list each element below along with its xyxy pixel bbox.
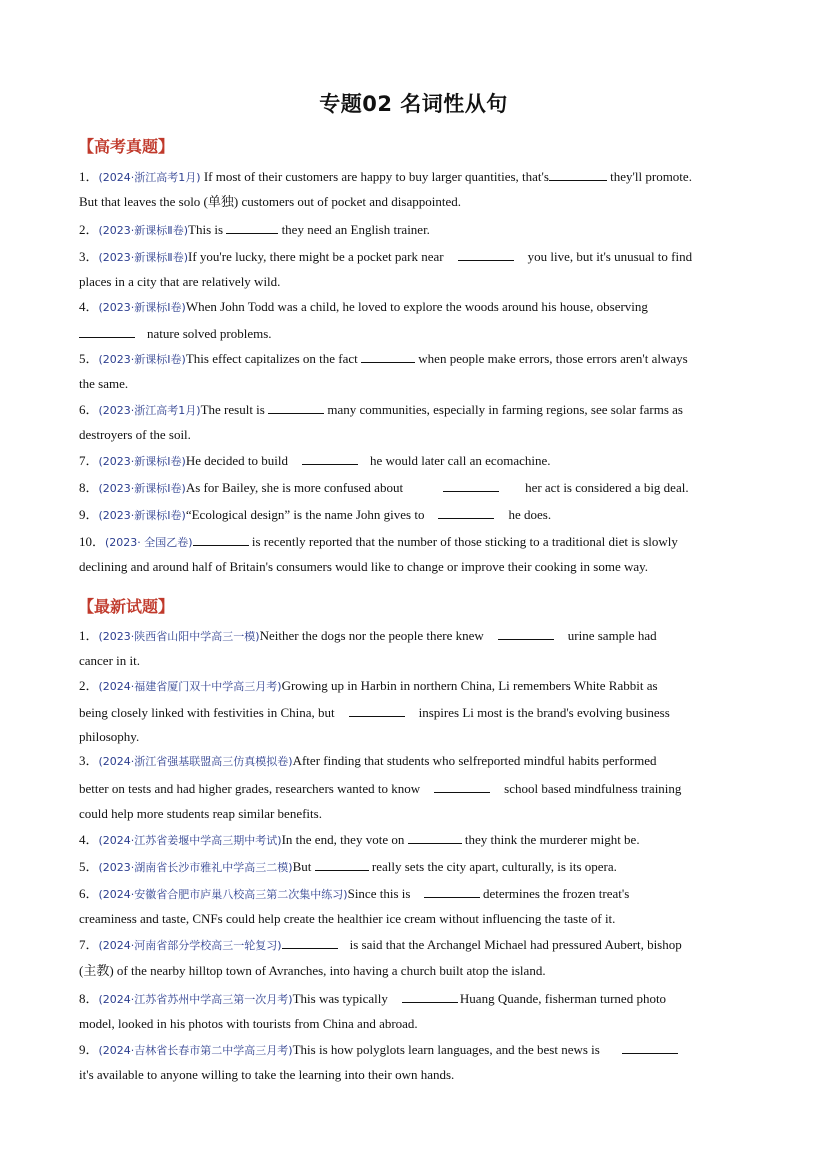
answer-blank[interactable] — [79, 325, 135, 338]
item-number: 8． — [79, 991, 99, 1006]
item-text: He decided to build — [185, 453, 289, 468]
item-text: is recently reported that the number of those sticking to a traditional diet is slowly — [248, 534, 678, 549]
item-source: (2023·新课标Ⅰ卷) — [98, 509, 186, 522]
item-number: 9． — [79, 507, 99, 522]
exam-item-4-cont — [79, 325, 749, 342]
item-text: “Ecological design” is the name John gives to — [185, 507, 425, 522]
item-source: (2023·新课标Ⅰ卷) — [98, 455, 186, 468]
item-source: (2024·江苏省姜堰中学高三期中考试) — [98, 834, 282, 847]
latest-item-7 — [79, 936, 749, 954]
item-number: 3． — [79, 249, 99, 264]
item-source: (2023·湖南省长沙市雅礼中学高三二模) — [98, 861, 293, 874]
latest-item-9 — [79, 1041, 749, 1059]
item-text: determines the frozen treat's — [479, 886, 630, 901]
item-text: The result is — [200, 402, 269, 417]
item-number: 3． — [79, 753, 99, 768]
latest-item-2-cont2: philosophy. — [79, 729, 140, 744]
item-text: they need an English trainer. — [278, 222, 430, 237]
item-text: Huang Quande, fisherman turned photo — [459, 991, 667, 1006]
latest-item-3-cont — [79, 780, 749, 797]
latest-item-8-cont: model, looked in his photos with tourists from China and abroad. — [79, 1016, 418, 1031]
item-source: (2024·河南省部分学校高三一轮复习) — [98, 939, 282, 952]
item-source: (2023·陕西省山阳中学高三一模) — [98, 630, 260, 643]
answer-blank[interactable] — [438, 506, 494, 519]
latest-item-1-cont: cancer in it. — [79, 653, 140, 668]
answer-blank[interactable] — [361, 350, 415, 363]
item-source: (2024·福建省厦门双十中学高三月考) — [98, 680, 282, 693]
item-text: But — [292, 859, 315, 874]
item-source: (2023·新课标Ⅰ卷) — [98, 482, 186, 495]
answer-blank[interactable] — [498, 627, 554, 640]
latest-item-7-cont: (主教) of the nearby hilltop town of Avranches, into having a church built atop the island. — [79, 963, 546, 978]
item-text: school based mindfulness training — [504, 781, 682, 796]
item-source: (2023·新课标Ⅱ卷) — [98, 224, 189, 237]
item-source: (2023· 全国乙卷) — [105, 536, 193, 549]
item-text: If most of their customers are happy to buy larger quantities, that's — [200, 169, 549, 184]
exam-item-10 — [79, 533, 749, 551]
page-title: 专题02 名词性从句 — [319, 92, 508, 116]
answer-blank[interactable] — [443, 479, 499, 492]
answer-blank[interactable] — [549, 168, 607, 181]
item-text: many communities, especially in farming regions, see solar farms as — [324, 402, 683, 417]
item-text: This effect capitalizes on the fact — [185, 351, 362, 366]
item-text: is said that the Archangel Michael had pressured Aubert, bishop — [349, 937, 682, 952]
item-source: (2023·新课标Ⅱ卷) — [98, 251, 189, 264]
exam-item-8 — [79, 479, 749, 497]
item-text: After finding that students who selfreported mindful habits performed — [292, 753, 657, 768]
item-text: urine sample had — [567, 628, 657, 643]
latest-item-2 — [79, 678, 749, 695]
item-number: 5． — [79, 351, 99, 366]
item-text: This is how polyglots learn languages, and the best news is — [292, 1042, 600, 1057]
item-text: Neither the dogs nor the people there knew — [259, 628, 484, 643]
exam-item-1 — [79, 168, 749, 186]
exam-item-10-cont: declining and around half of Britain's consumers would like to change or improve their cooking in some way. — [79, 559, 649, 574]
item-number: 2． — [79, 678, 99, 693]
item-number: 4． — [79, 299, 99, 314]
exam-item-9 — [79, 506, 749, 524]
item-text: As for Bailey, she is more confused about — [185, 480, 404, 495]
item-text: This is — [188, 222, 227, 237]
item-text: nature solved problems. — [147, 326, 272, 341]
item-number: 8． — [79, 480, 99, 495]
item-text: they think the murderer might be. — [461, 832, 640, 847]
latest-item-3 — [79, 753, 749, 770]
latest-item-6-cont: creaminess and taste, CNFs could help create the healthier ice cream without influencing the taste of it. — [79, 911, 616, 926]
exam-item-3-cont: places in a city that are relatively wild. — [79, 274, 281, 289]
answer-blank[interactable] — [193, 533, 249, 546]
answer-blank[interactable] — [424, 885, 480, 898]
exam-item-3 — [79, 248, 749, 266]
item-number: 6． — [79, 886, 99, 901]
item-text: If you're lucky, there might be a pocket park near — [188, 249, 444, 264]
answer-blank[interactable] — [315, 858, 369, 871]
item-text: In the end, they vote on — [281, 832, 408, 847]
item-text: This was typically — [292, 991, 388, 1006]
answer-blank[interactable] — [622, 1041, 678, 1054]
latest-item-2-cont — [79, 704, 749, 721]
exam-item-5-cont: the same. — [79, 376, 129, 391]
item-text: they'll promote. — [606, 169, 692, 184]
answer-blank[interactable] — [349, 704, 405, 717]
answer-blank[interactable] — [434, 780, 490, 793]
latest-item-4 — [79, 831, 749, 849]
exam-item-4 — [79, 299, 749, 316]
latest-item-9-cont: it's available to anyone willing to take the learning into their own hands. — [79, 1067, 455, 1082]
answer-blank[interactable] — [268, 401, 324, 414]
latest-item-6 — [79, 885, 749, 903]
answer-blank[interactable] — [226, 221, 278, 234]
latest-item-1 — [79, 627, 749, 645]
item-source: (2024·浙江高考1月) — [98, 171, 201, 184]
item-text: inspires Li most is the brand's evolving business — [418, 705, 670, 720]
item-source: (2023·新课标Ⅰ卷) — [98, 353, 186, 366]
item-text: Since this is — [347, 886, 414, 901]
item-number: 7． — [79, 453, 99, 468]
answer-blank[interactable] — [402, 990, 458, 1003]
item-source: (2024·浙江省强基联盟高三仿真模拟卷) — [98, 755, 293, 768]
item-text: you live, but it's unusual to find — [527, 249, 693, 264]
item-number: 2． — [79, 222, 99, 237]
item-text: her act is considered a big deal. — [525, 480, 689, 495]
answer-blank[interactable] — [458, 248, 514, 261]
item-number: 1． — [79, 169, 99, 184]
item-number: 6． — [79, 402, 99, 417]
item-source: (2024·吉林省长春市第二中学高三月考) — [98, 1044, 293, 1057]
answer-blank[interactable] — [282, 936, 338, 949]
section-heading-latest: 【最新试题】 — [78, 597, 175, 616]
item-text: he does. — [508, 507, 552, 522]
item-text: Growing up in Harbin in northern China, Li remembers White Rabbit as — [281, 678, 658, 693]
exam-item-1-cont: But that leaves the solo (单独) customers out of pocket and disappointed. — [79, 194, 461, 209]
exam-item-5 — [79, 350, 749, 368]
exam-item-6 — [79, 401, 749, 419]
item-number: 10． — [79, 534, 106, 549]
item-text: being closely linked with festivities in China, but — [79, 705, 335, 720]
latest-item-5 — [79, 858, 749, 876]
item-number: 1． — [79, 628, 99, 643]
answer-blank[interactable] — [302, 452, 358, 465]
answer-blank[interactable] — [408, 831, 462, 844]
item-text: he would later call an ecomachine. — [370, 453, 551, 468]
item-source: (2023·浙江高考1月) — [98, 404, 201, 417]
item-source: (2024·安徽省合肥市庐巢八校高三第二次集中练习) — [98, 888, 348, 901]
item-number: 5． — [79, 859, 99, 874]
item-number: 7． — [79, 937, 99, 952]
item-text: When John Todd was a child, he loved to explore the woods around his house, observing — [185, 299, 648, 314]
item-number: 4． — [79, 832, 99, 847]
exam-item-6-cont: destroyers of the soil. — [79, 427, 191, 442]
exam-item-2 — [79, 221, 749, 239]
item-number: 9． — [79, 1042, 99, 1057]
item-text: better on tests and had higher grades, researchers wanted to know — [79, 781, 421, 796]
latest-item-8 — [79, 990, 749, 1008]
exam-item-7 — [79, 452, 749, 470]
latest-item-3-cont2: could help more students reap similar benefits. — [79, 806, 322, 821]
item-source: (2023·新课标Ⅰ卷) — [98, 301, 186, 314]
item-text: really sets the city apart, culturally, is its opera. — [368, 859, 617, 874]
item-source: (2024·江苏省苏州中学高三第一次月考) — [98, 993, 293, 1006]
item-text: when people make errors, those errors aren't always — [415, 351, 688, 366]
section-heading-exam: 【高考真题】 — [78, 137, 175, 156]
